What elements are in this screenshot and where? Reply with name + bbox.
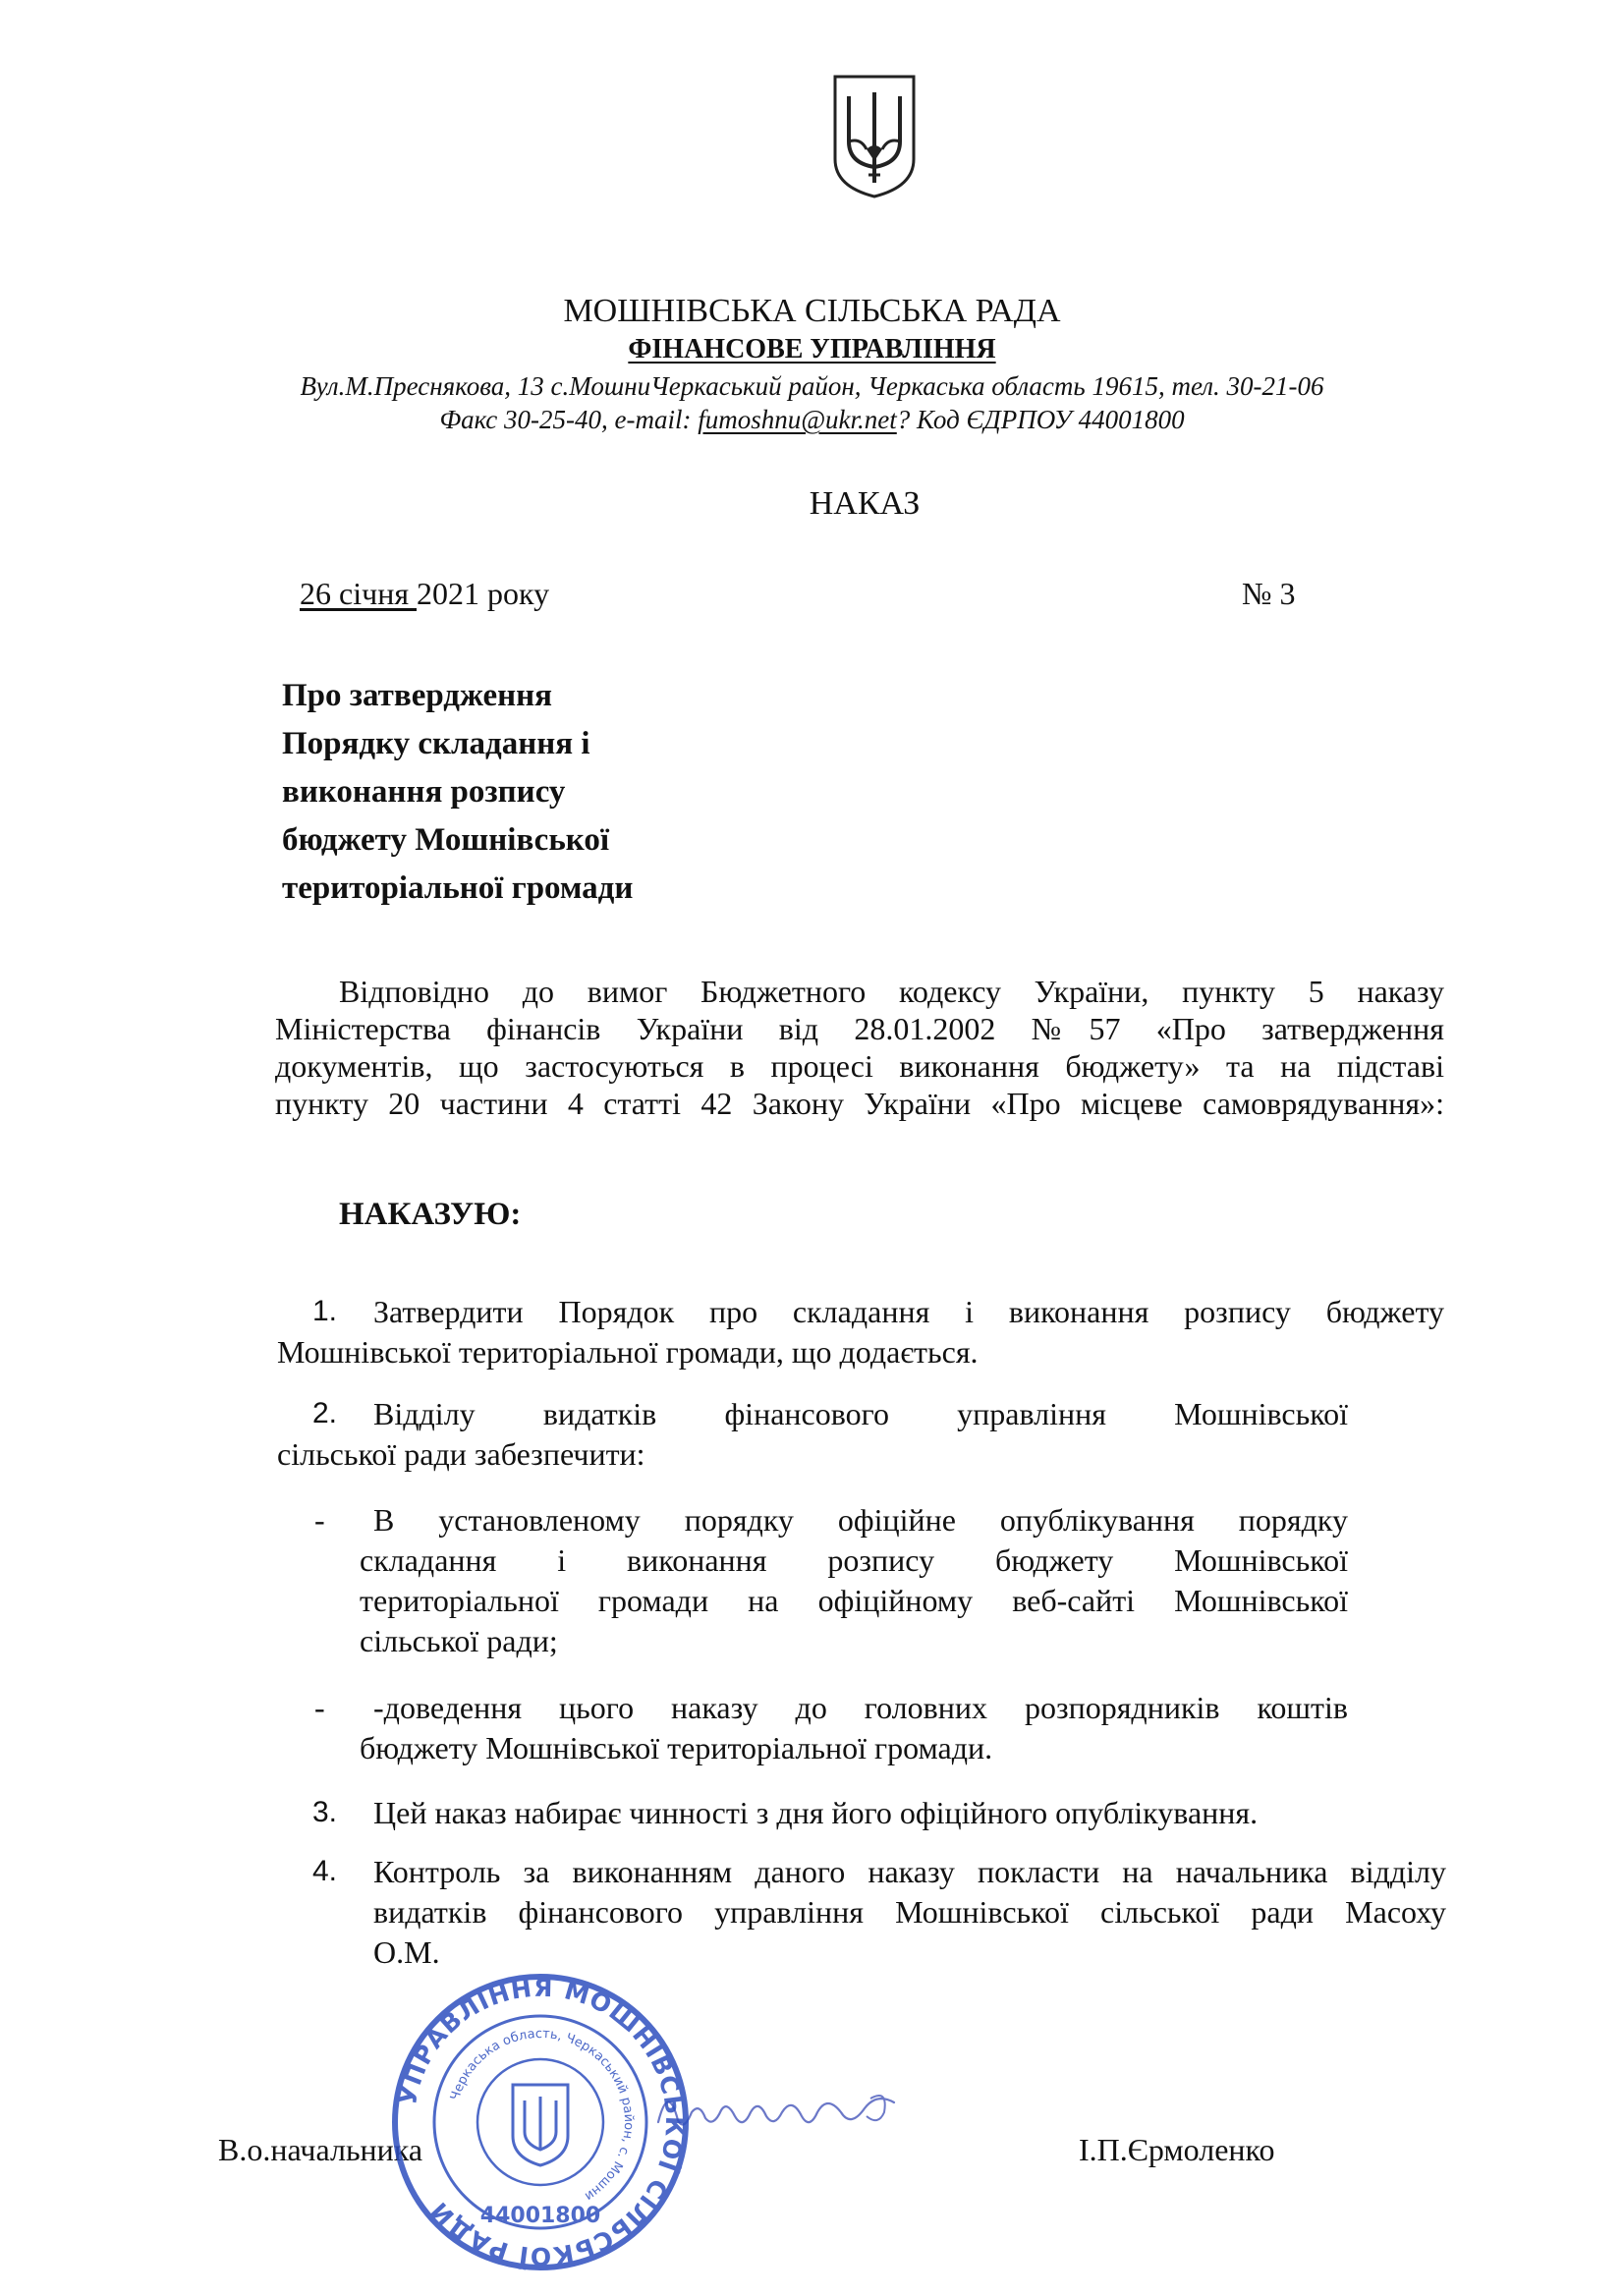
svg-text:Черкаська область, Черкаський (448, 2027, 636, 2204)
signatory-name: І.П.Єрмоленко (1079, 2132, 1275, 2167)
item-2-line: Відділу видатків фінансового управління Мошнівської (373, 1396, 1348, 1431)
sub-item-line: бюджету Мошнівської територіальної громади. (360, 1730, 993, 1765)
item-number: 1. (312, 1295, 338, 1327)
item-number: 3. (312, 1796, 338, 1828)
order-subject (282, 672, 633, 913)
item-4-line: О.М. (373, 1934, 440, 1970)
address-line: Вул.М.Преснякова, 13 с.МошниЧеркаський район, Черкаська область 19615, тел. 30-21-06 (300, 371, 1324, 401)
sub-item-line: територіальної громади на офіційному веб-сайті Мошнівської (360, 1583, 1348, 1618)
signatory-position: В.о.начальника (218, 2132, 423, 2167)
email-link[interactable]: fumoshnu@ukr.net (698, 405, 897, 434)
preamble-line: пункту 20 частини 4 статті 42 Закону України «Про місцеве самоврядування»: (275, 1086, 1444, 1121)
item-1-line: Мошнівської територіальної громади, що додається. (277, 1334, 979, 1370)
preamble-line: Міністерства фінансів України від 28.01.2002 №57 «Про затвердження (275, 1011, 1444, 1046)
item-1-line: Затвердити Порядок про складання і виконання розпису бюджету (373, 1294, 1444, 1329)
item-3-line: Цей наказ набирає чинності з дня його офіційного опублікування. (373, 1795, 1259, 1830)
sub-item-line: складання і виконання розпису бюджету Мошнівської (360, 1542, 1348, 1578)
sub-item-2 (360, 1688, 1348, 1768)
date-day-month: 26 січня (300, 576, 418, 611)
item-number: 2. (312, 1397, 338, 1429)
order-number: № 3 (1242, 576, 1296, 611)
item-4-line: Контроль за виконанням даного наказу покласти на начальника відділу (373, 1854, 1446, 1889)
subject-line: Порядку складання і (282, 726, 590, 761)
stamp-inner-text: Черкаська область, Черкаський район, с. Мошни (448, 2026, 637, 2204)
council-name: МОШНІВСЬКА СІЛЬСЬКА РАДА (563, 293, 1061, 329)
stamp-code: 44001800 (479, 2204, 601, 2228)
subject-line: бюджету Мошнівської (282, 822, 610, 858)
trident-emblem-icon (831, 73, 918, 200)
subject-line: виконання розпису (282, 774, 566, 810)
sub-item-line: -доведення цього наказу до головних розпорядників коштів (373, 1690, 1348, 1725)
preamble (275, 973, 1444, 1122)
order-word: НАКАЗУЮ: (339, 1197, 522, 1232)
item-number: 4. (312, 1855, 338, 1887)
contact-line (0, 405, 1624, 435)
subject-line: Про затвердження (282, 678, 552, 713)
subject-line: територіальної громади (282, 870, 634, 906)
department-name: ФІНАНСОВЕ УПРАВЛІННЯ (628, 334, 996, 364)
contact-prefix: Факс 30-25-40, e-mail: (439, 405, 699, 434)
sub-item-line: сільської ради; (360, 1623, 558, 1658)
official-stamp-icon (383, 1965, 698, 2279)
sub-item-line: В установленому порядку офіційне опублікування порядку (373, 1502, 1348, 1538)
item-4 (373, 1852, 1446, 1973)
stamp-ring-text: УПРАВЛІННЯ МОШНІВСЬКОЇ СІЛЬСЬКОЇ РАДИ (393, 1973, 690, 2271)
dash-bullet: - (314, 1690, 325, 1725)
sub-item-1 (360, 1500, 1348, 1661)
contact-suffix: ? Код ЄДРПОУ 44001800 (896, 405, 1185, 434)
order-date (300, 574, 549, 615)
item-4-line: видатків фінансового управління Мошнівської сільської ради Масоху (373, 1894, 1446, 1930)
doc-type: НАКАЗ (809, 485, 921, 522)
date-year: 2021 року (417, 576, 550, 611)
preamble-line: документів, що застосуються в процесі виконання бюджету» та на підставі (275, 1048, 1444, 1084)
dash-bullet: - (314, 1502, 325, 1538)
preamble-line: Відповідно до вимог Бюджетного кодексу України, пункту 5 наказу (339, 974, 1444, 1009)
item-2-line: сільської ради забезпечити: (277, 1436, 645, 1472)
